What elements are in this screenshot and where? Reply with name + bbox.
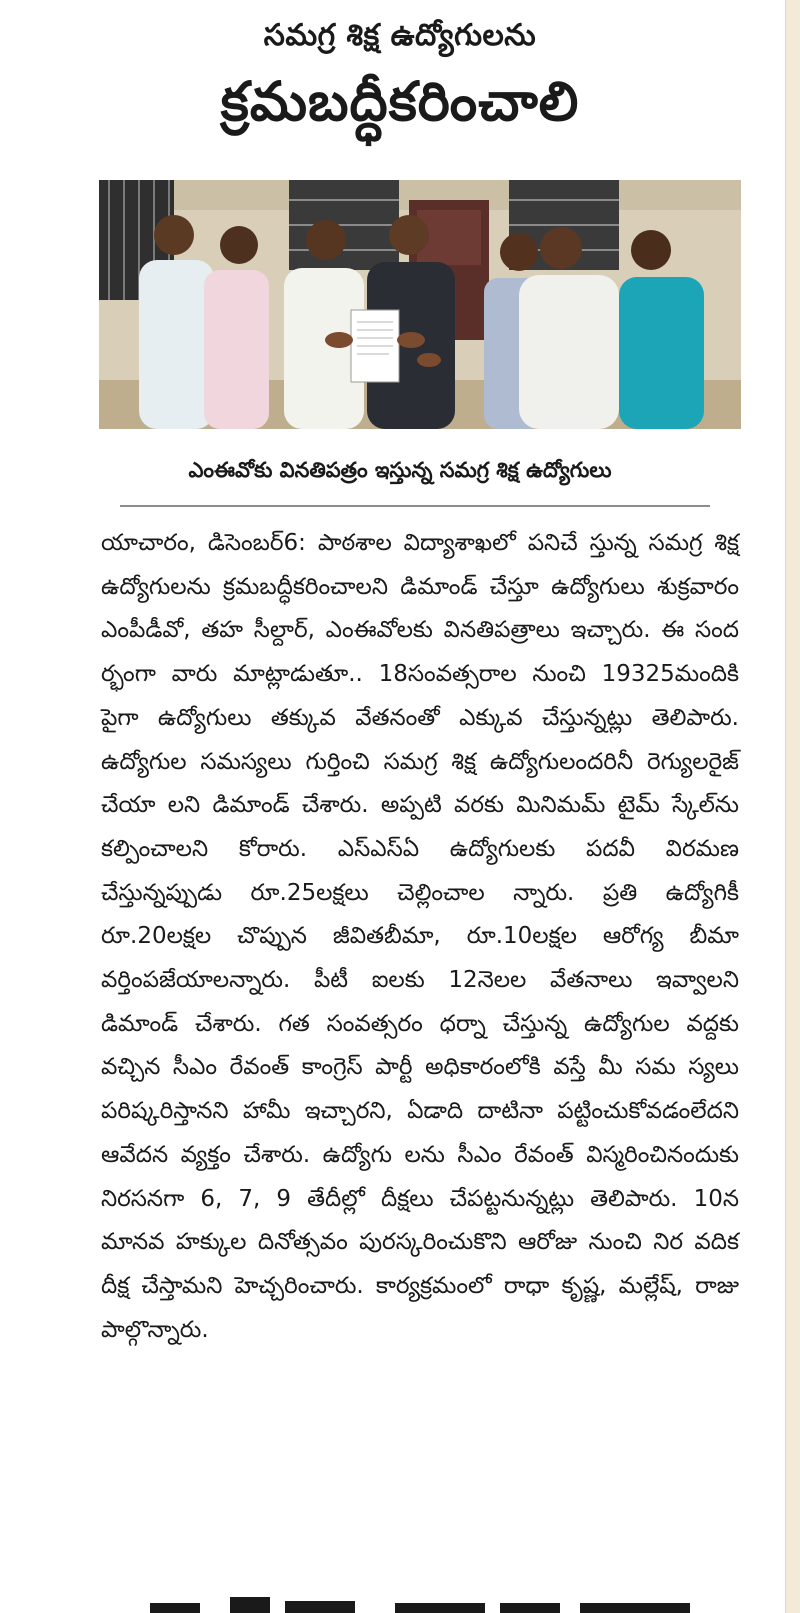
photo-caption: ఎంఈవోకు వినతిపత్రం ఇస్తున్న సమగ్ర శిక్ష ఉద్యోగులు (188, 458, 612, 482)
next-article-strip (150, 1595, 710, 1613)
group-photo-icon (99, 180, 741, 429)
article-photo (99, 180, 741, 429)
article-kicker: సమగ్ర శిక్ష ఉద్యోగులను (263, 18, 537, 53)
article-body: యాచారం, డిసెంబర్6: పాఠశాల విద్యాశాఖలో పనిచే స్తున్న సమగ్ర శిక్ష ఉద్యోగులను క్రమబద్ధీకరించాలని డిమాండ్ చేస్తూ ఉద్యోగులు శుక్రవారం ఎంపీడీవో, తహ సీల్దార్, ఎంఈవోలకు వినతిపత్రాలు ఇచ్చారు. ఈ సంద ర్భంగా వారు మాట్లాడుతూ.. 18సంవత్సరాల నుంచి 19325మందికి పైగా ఉద్యోగులు తక్కువ వేతనంతో ఎక్కువ చేస్తున్నట్లు తెలిపారు. ఉద్యోగుల సమస్యలు గుర్తించి సమగ్ర శిక్ష ఉద్యోగులందరినీ రెగ్యులరైజ్ చేయా లని డిమాండ్ చేశారు. అప్పటి వరకు మినిమమ్ టైమ్ స్కేల్‌ను కల్పించాలని కోరారు. ఎస్ఎస్ఏ ఉద్యోగులకు పదవీ విరమణ చేస్తున్నప్పుడు రూ.25లక్షలు చెల్లించాల న్నారు. ప్రతి ఉద్యోగికీ రూ.20లక్షల చొప్పున జీవితబీమా, రూ.10లక్షల ఆరోగ్య బీమా వర్తింపజేయాలన్నారు. పీటీ ఐలకు 12నెలల వేతనాలు ఇవ్వాలని డిమాండ్ చేశారు. గత సంవత్సరం ధర్నా చేస్తున్న ఉద్యోగుల వద్దకు వచ్చిన సీఎం రేవంత్ కాంగ్రెస్ పార్టీ అధికారంలోకి వస్తే మీ సమ స్యలు పరిష్కరిస్తానని హామీ ఇచ్చారని, ఏడాది దాటినా పట్టించుకోవడంలేదని ఆవేదన వ్యక్తం చేశారు. ఉద్యోగు లను సీఎం రేవంత్ విస్మరించినందుకు నిరసనగా 6, 7, 9 తేదీల్లో దీక్షలు చేపట్టనున్నట్లు తెలిపారు. 10న మానవ హక్కుల దినోత్సవం పురస్కరించుకొని ఆరోజు నుంచి నిర వదిక దీక్ష చేస్తామని హెచ్చరించారు. కార్యక్రమంలో రాధా కృష్ణ, మల్లేష్, రాజు పాల్గొన్నారు. (101, 530, 739, 1343)
page-edge (785, 0, 800, 1613)
article-headline: క్రమబద్ధీకరించాలి (220, 70, 580, 133)
caption-divider (120, 505, 710, 507)
